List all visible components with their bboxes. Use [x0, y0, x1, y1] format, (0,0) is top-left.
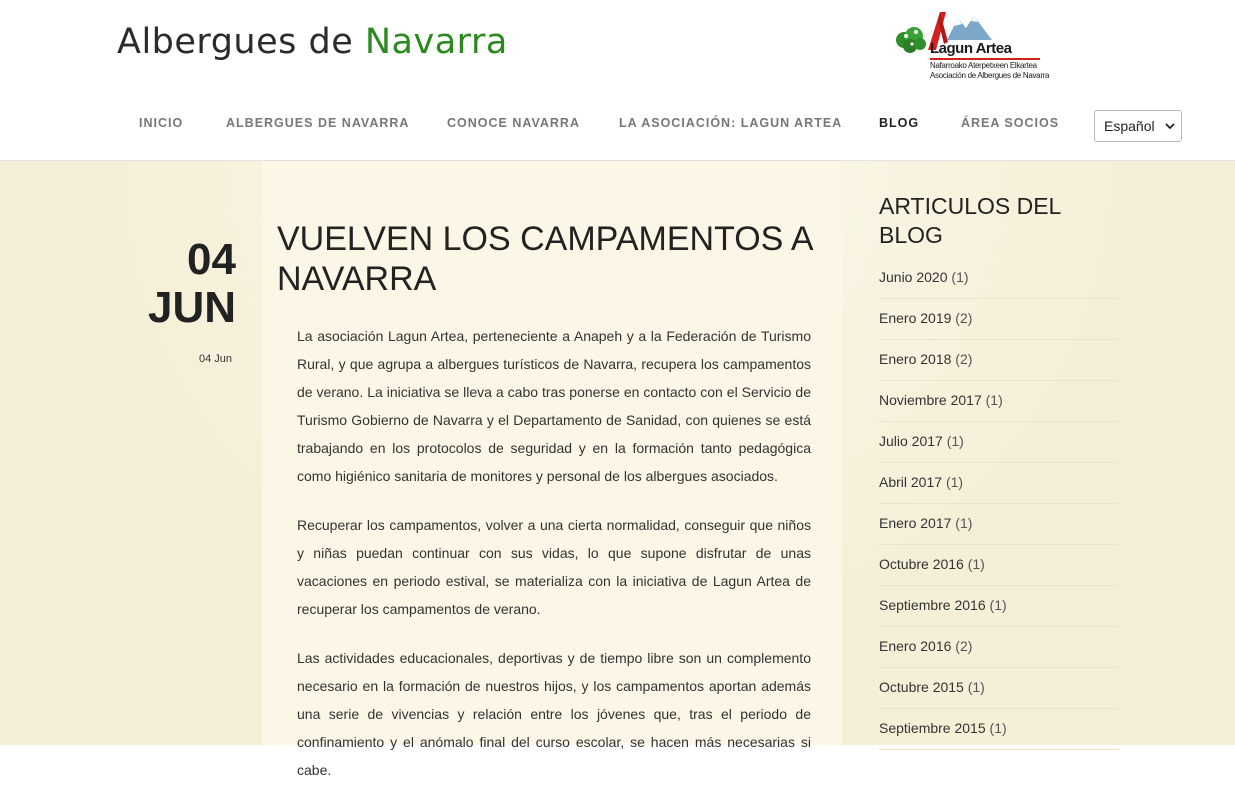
nav-item-area-socios[interactable]: ÁREA SOCIOS	[961, 116, 1060, 130]
nav-item-asociacion[interactable]: LA ASOCIACIÓN: LAGUN ARTEA	[619, 116, 843, 130]
archive-link[interactable]: Enero 2018	[879, 351, 952, 367]
archive-count: (2)	[955, 310, 973, 326]
archive-count: (1)	[967, 679, 985, 695]
archive-link[interactable]: Octubre 2016	[879, 556, 964, 572]
language-select-value: Español	[1104, 118, 1155, 134]
archive-item[interactable]	[879, 299, 1119, 340]
post-date-day: 04	[187, 235, 236, 284]
archive-count: (1)	[945, 474, 964, 490]
archive-item[interactable]	[879, 381, 1119, 422]
archive-link[interactable]: Septiembre 2016	[879, 597, 986, 613]
lagun-artea-logo[interactable]	[892, 6, 1052, 86]
nav-item-conoce-navarra[interactable]: CONOCE NAVARRA	[447, 116, 580, 130]
site-title[interactable]	[117, 22, 508, 62]
language-select[interactable]	[1094, 110, 1182, 142]
archive-count: (1)	[989, 720, 1007, 736]
archive-item[interactable]	[879, 545, 1119, 586]
archive-link[interactable]: Enero 2017	[879, 515, 952, 531]
archive-item[interactable]	[879, 504, 1119, 545]
post-paragraph: Recuperar los campamentos, volver a una cierta normalidad, conseguir que niños y niñas puedan continuar con sus vidas, lo que supone disfrutar de unas vacaciones en periodo estival, se materializa con la iniciativa de Lagun Artea de recuperar los campamentos de verano.	[297, 517, 811, 617]
archive-count: (2)	[955, 351, 973, 367]
archive-link[interactable]: Enero 2019	[879, 310, 952, 326]
chevron-down-icon	[1165, 121, 1175, 131]
main-content	[0, 161, 1235, 778]
archive-link[interactable]: Julio 2017	[879, 433, 943, 449]
site-header	[0, 0, 1235, 161]
archive-link[interactable]: Octubre 2015	[879, 679, 964, 695]
nav-item-blog[interactable]: BLOG	[879, 116, 920, 130]
logo-subtitle-spanish: Asociación de Albergues de Navarra	[930, 71, 1050, 80]
archive-link[interactable]: Enero 2016	[879, 638, 952, 654]
archive-link[interactable]: Junio 2020	[879, 269, 948, 285]
archive-count: (2)	[955, 638, 973, 654]
logo-underline	[930, 58, 1040, 60]
logo-subtitle-basque: Nafarroako Aterpetxeen Elkartea	[930, 61, 1037, 70]
post-date-small: 04 Jun	[198, 353, 232, 365]
post-paragraph: Las actividades educacionales, deportivas y de tiempo libre son un complemento necesario en la formación de nuestros hijos, y los campamentos aportan además una serie de vivencias y relación entre los jóvenes que, tras el periodo de confinamiento y el anómalo final del curso escolar, se hacen más necesarias si cabe.	[297, 650, 811, 778]
archive-item[interactable]	[879, 463, 1119, 504]
archive-item[interactable]	[879, 709, 1119, 750]
sidebar-title: ARTICULOS DEL BLOG	[879, 193, 1061, 248]
post-title: VUELVEN LOS CAMPAMENTOS A NAVARRA	[277, 220, 812, 298]
nav-item-albergues[interactable]: ALBERGUES DE NAVARRA	[226, 116, 410, 130]
archive-link[interactable]: Noviembre 2017	[879, 392, 982, 408]
archive-item[interactable]	[879, 668, 1119, 709]
nav-item-inicio[interactable]: INICIO	[139, 116, 184, 130]
archive-item[interactable]	[879, 340, 1119, 381]
archive-item[interactable]	[879, 258, 1119, 299]
archive-count: (1)	[985, 392, 1003, 408]
site-title-part2: Navarra	[364, 22, 508, 62]
logo-name: Lagun Artea	[930, 40, 1012, 57]
archive-count: (1)	[955, 515, 973, 531]
archive-count: (1)	[946, 433, 964, 449]
archive-link[interactable]: Abril 2017	[879, 474, 943, 490]
archive-count: (1)	[989, 597, 1007, 613]
post-body	[297, 322, 811, 805]
post-date-month: JUN	[147, 283, 236, 332]
archive-item[interactable]	[879, 422, 1119, 463]
site-title-part1: Albergues de	[117, 22, 365, 62]
post-paragraph: La asociación Lagun Artea, perteneciente a Anapeh y a la Federación de Turismo Rural, y que agrupa a albergues turísticos de Navarra, recupera los campamentos de verano. La iniciativa se lleva a cabo tras ponerse en contacto con el Servicio de Turismo Gobierno de Navarra y el Departamento de Sanidad, con quienes se está trabajando en los protocolos de seguridad y en la formación tanto pedagógica como higiénico sanitaria de monitores y personal de los albergues asociados.	[297, 328, 811, 484]
archive-item[interactable]	[879, 627, 1119, 668]
blog-archive-list	[879, 258, 1119, 750]
archive-link[interactable]: Septiembre 2015	[879, 720, 986, 736]
archive-count: (1)	[951, 269, 969, 285]
archive-item[interactable]	[879, 586, 1119, 627]
archive-count: (1)	[967, 556, 985, 572]
